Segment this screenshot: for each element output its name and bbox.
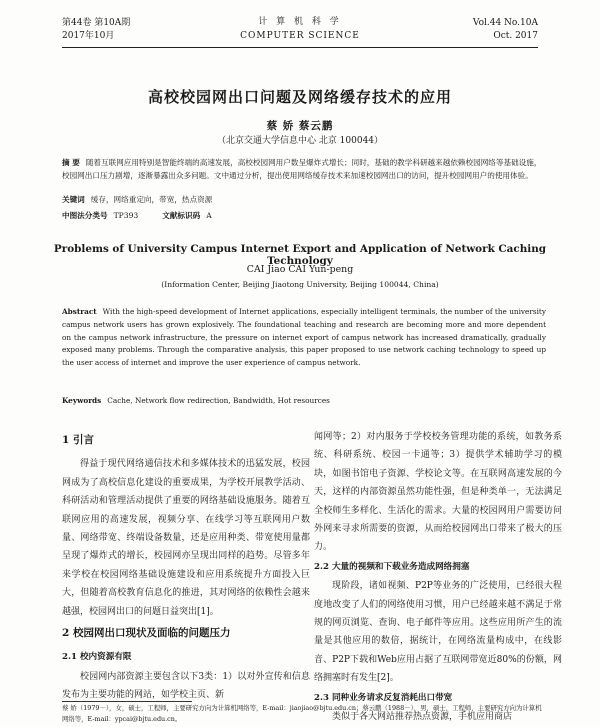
doc-code: A [206, 211, 212, 220]
journal-name-cn: 计 算 机 科 学 [258, 17, 342, 27]
section-1-heading: 1 引言 [62, 434, 94, 446]
body-left-column [62, 428, 310, 705]
doc-label-cn: 文献标识码 [162, 211, 201, 220]
header-volume-cn: 第44卷 第10A期 [62, 18, 131, 28]
authors-en: CAI Jiao CAI Yun-peng [246, 264, 354, 275]
abstract-label-en: Abstract [62, 307, 97, 316]
keywords-label-en: Keywords [62, 396, 102, 405]
section-2-1-paragraph: 校园网内部资源主要包含以下3类：1）以对外宣传和信息发布为主要功能的网站，如学校主页、新 [62, 671, 310, 701]
header-date-en: Oct. 2017 [493, 31, 538, 41]
keywords-label-cn: 关键词 [62, 195, 85, 204]
header-rule [62, 47, 538, 48]
section-2-3-paragraph: 类似于各大网站推荐热点资源，手机应用商店 [332, 712, 513, 723]
abstract-cn [62, 157, 546, 182]
abstract-en [62, 306, 546, 370]
section-1-paragraph: 得益于现代网络通信技术和多媒体技术的迅猛发展，校园网成为了高校信息化建设的重要成果，为学校开展教学活动、科研活动和管理活动提供了重要的网络基础设施服务。随着互联网应用的高速发展，视频分享、在线学习等互联网用户数量、网络带宽、终端设备数量，还是应用种类、带宽使用量都呈现了爆炸式的增长，校园网亦呈现出同样的趋势。尽管多年来学校在校园网络基础设施建设和应用系统提升方面投入巨大，但随着高校教育信息化的推进，其对网络的依赖性会越来越强，校园网出口的问题日益突出[1]。 [62, 459, 310, 617]
author-footnote: 蔡 娇（1979－），女，硕士，工程师，主要研究方向为计算机网络等，E-mail：jiaojiao@bjtu.edu.cn；蔡云鹏（1988－），男，硕士，工程师，主要研究方向为计算机网络等，E-mail：ypcai@bjtu.edu.cn。 [62, 704, 542, 723]
authors-cn: 蔡 娇 蔡云鹏 [266, 120, 334, 132]
header-volume-en: Vol.44 No.10A [472, 18, 538, 28]
paper-title-en: Problems of University Campus Internet Export and Application of Network Caching Technology [53, 243, 547, 267]
affiliation-cn: （北京交通大学信息中心 北京 100044） [216, 136, 384, 146]
class-number: TP393 [113, 211, 139, 220]
section-2-3-heading: 2.3 同种业务请求反复消耗出口带宽 [314, 692, 453, 703]
paper-title-cn: 高校校园网出口问题及网络缓存技术的应用 [147, 88, 452, 106]
keywords-cn [62, 194, 546, 205]
header-date-cn: 2017年10月 [62, 31, 115, 41]
keywords-text-en: Cache, Network flow redirection, Bandwidth, Hot resources [107, 396, 330, 405]
section-2-2-heading: 2.2 大量的视频和下载业务造成网络拥塞 [314, 561, 470, 572]
abstract-label-cn: 摘 要 [62, 158, 80, 167]
classification-line [62, 210, 546, 221]
journal-name-en: COMPUTER SCIENCE [240, 31, 360, 41]
abstract-text-cn: 随着互联网应用特别是智能终端的高速发展，高校校园网用户数呈爆炸式增长；同时，基础的教学科研越来越依赖校园网络等基础设施，校园网出口压力剧增，逐渐暴露出众多问题。文中通过分析，提出使用网络缓存技术来加速校园网出口的访问，提升校园网用户的使用体验。 [62, 158, 542, 180]
abstract-text-en: With the high-speed development of Internet applications, especially intelligent terminals, the number of the university campus network users has grown explosively. The foundational teaching and research are becoming more and more dependent on the campus network infrastructure, the pressure on internet export of campus network has increased dramatically, gradually exposed many problems. Through the comparative analysis, this paper proposed to use network caching technology to speed up the user access of internet and improve the user experience of campus network. [62, 307, 546, 368]
affiliation-en: (Information Center, Beijing Jiaotong University, Beijing 100044, China) [161, 280, 439, 289]
body-right-column [314, 428, 562, 727]
section-2-1-heading: 2.1 校内资源有限 [62, 652, 132, 663]
class-label-cn: 中图法分类号 [62, 211, 108, 220]
keywords-text-cn: 缓存，网络重定向，带宽，热点资源 [90, 195, 213, 204]
footnote-rule [62, 701, 192, 702]
section-2-2-paragraph: 现阶段，诸如视频、P2P等业务的广泛使用，已经很大程度地改变了人们的网络使用习惯，用户已经越来越不满足于常规的网页浏览、查询、电子邮件等应用。这些应用所产生的流量是其他应用的数倍，据统计，在网络流量构成中，在线影音、P2P下载和Web应用占据了互联网带宽近80%的份额，网络拥塞时有发生[2]。 [314, 581, 562, 684]
keywords-en [62, 396, 546, 405]
section-2-1-continued: 闻网等；2）对内服务于学校校务管理功能的系统，如教务系统、科研系统、校园一卡通等；3）提供学术辅助学习的模块，如图书馆电子资源、学校论文等。在互联网高速发展的今天，这样的内部资源虽然功能性强，但是种类单一，无法满足全校师生多样化、生活化的需求。大量的校园网用户需要访问外网来寻求所需要的资源，从而给校园网出口带来了极大的压力。 [314, 432, 562, 553]
section-2-heading: 2 校园网出口现状及面临的问题压力 [62, 627, 231, 640]
